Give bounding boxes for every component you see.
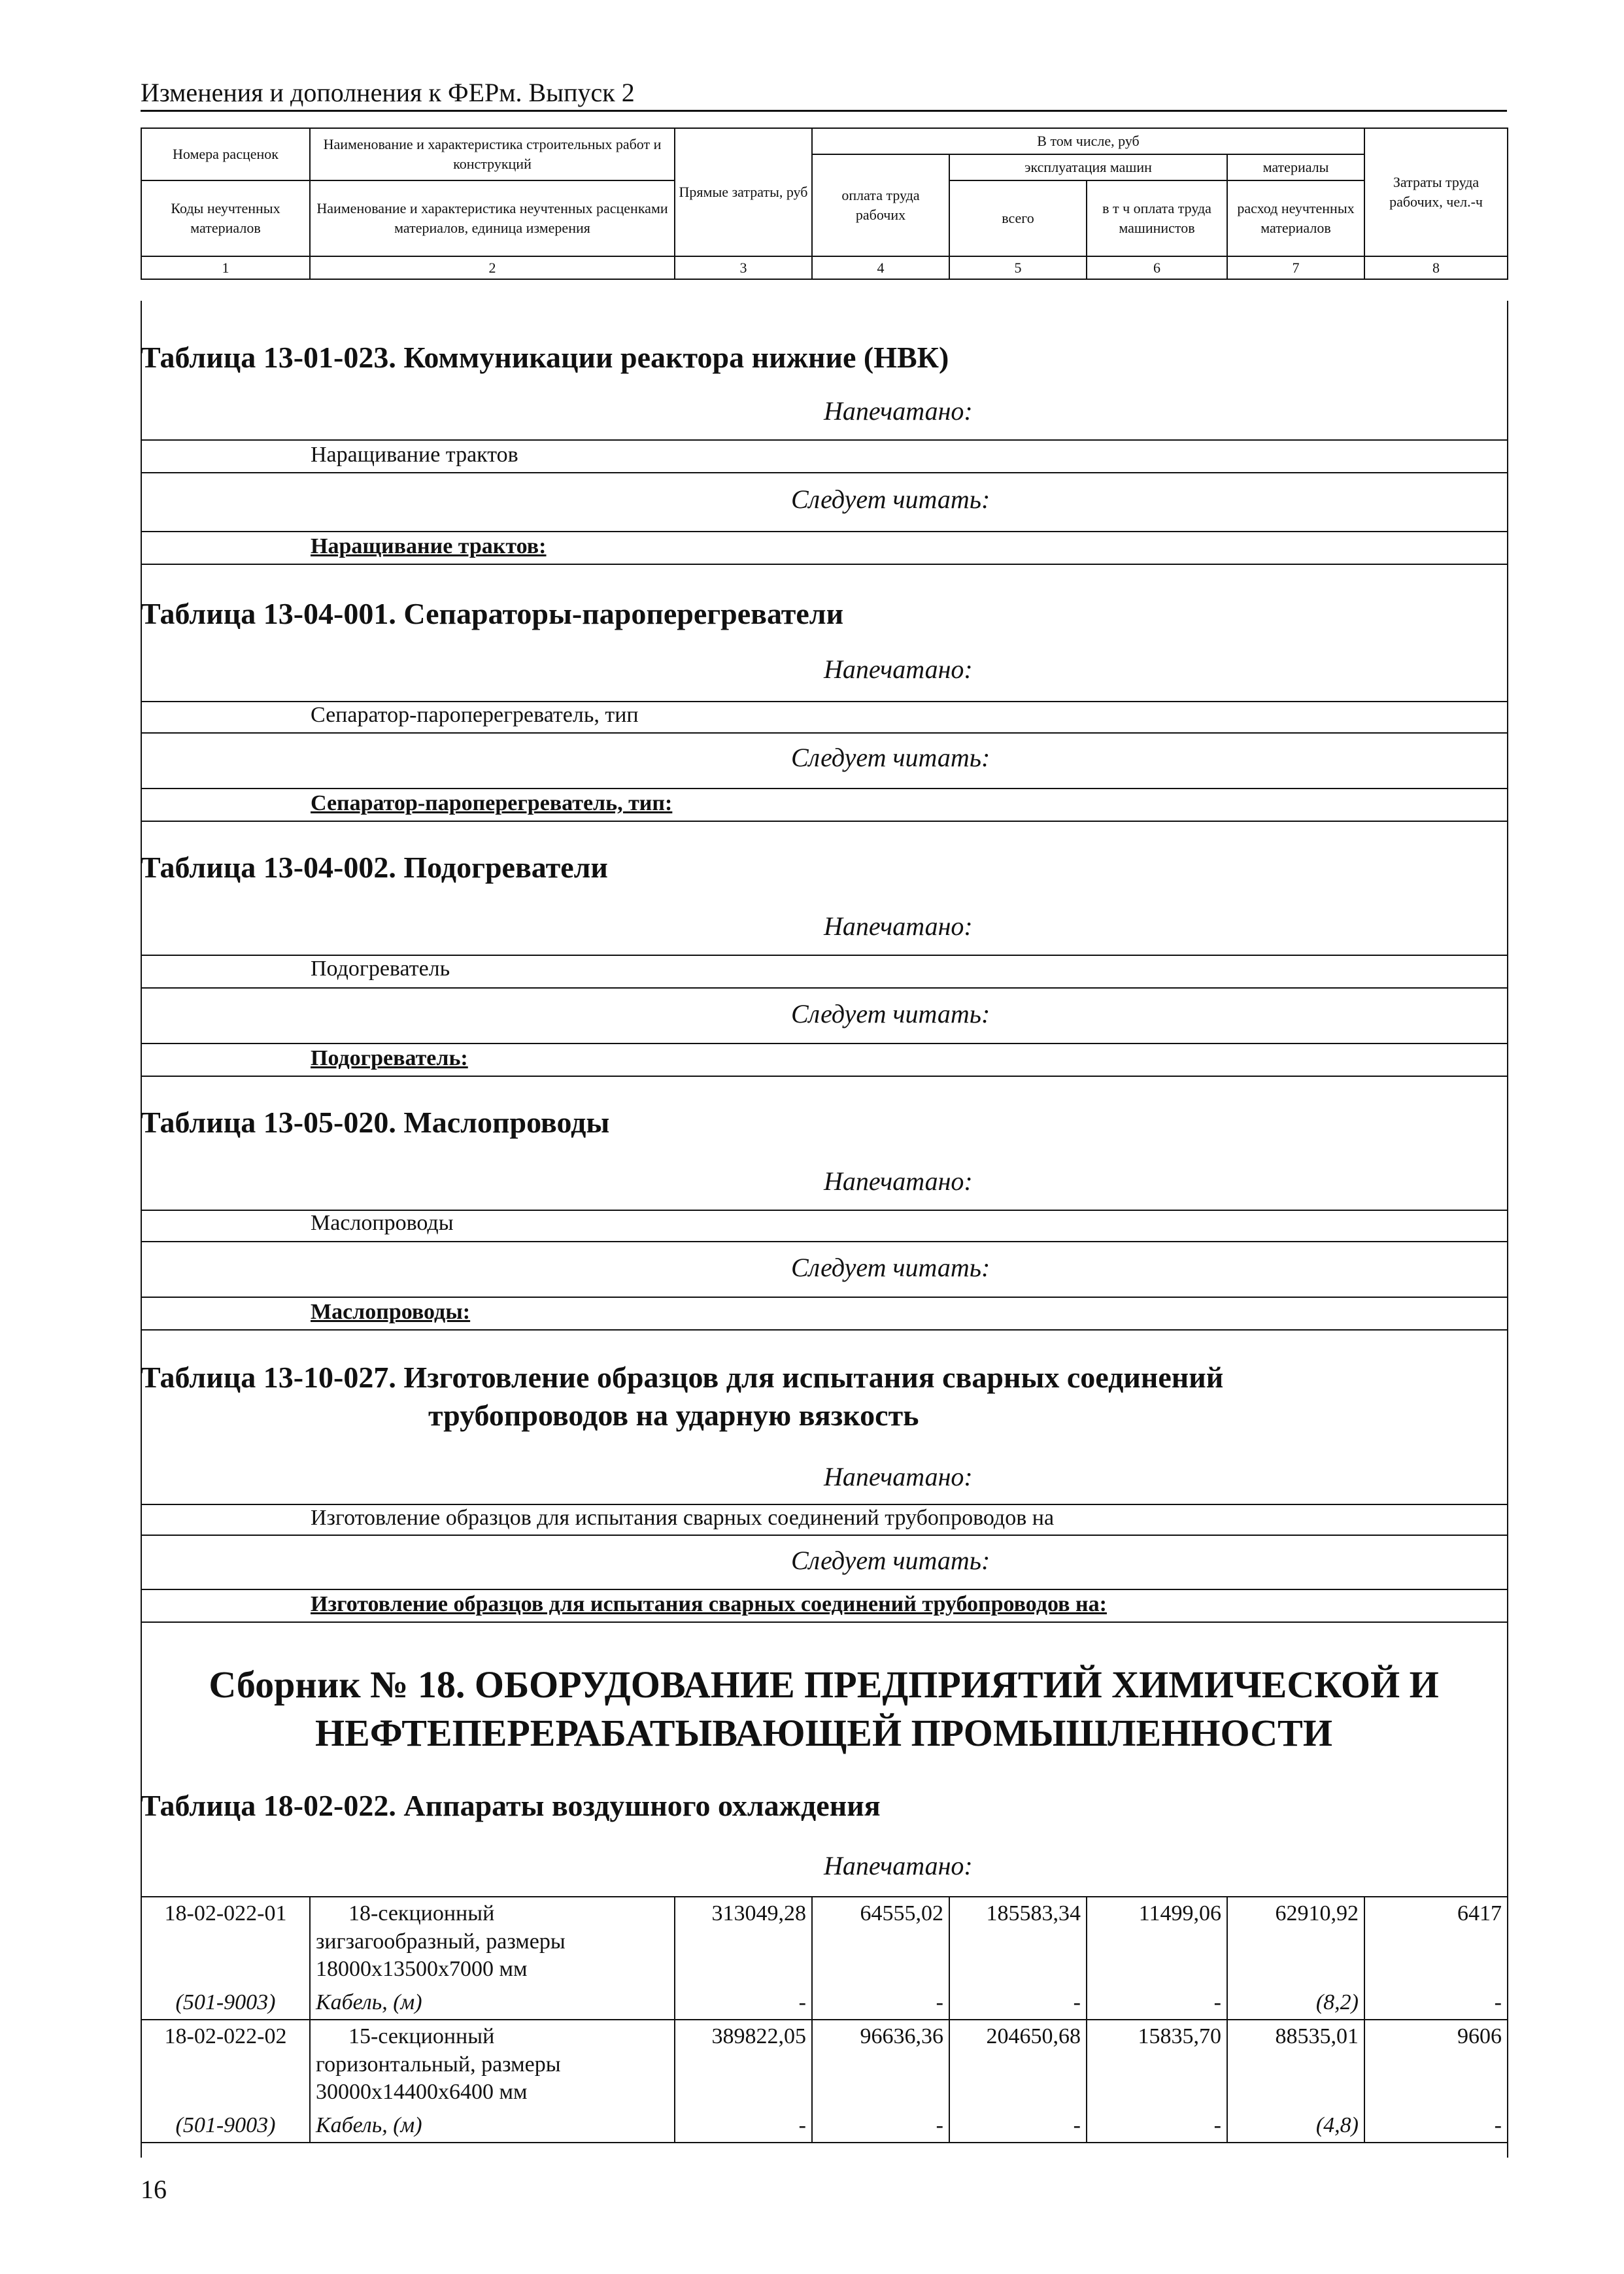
header-materials: материалы bbox=[1227, 154, 1364, 180]
table-title-continued: трубопроводов на ударную вязкость bbox=[428, 1399, 919, 1432]
col-number: 8 bbox=[1364, 256, 1508, 280]
table-title: Таблица 13-10-027. Изготовление образцов для испытания сварных соединений bbox=[141, 1361, 1224, 1394]
machine-total: 185583,34 bbox=[949, 1897, 1087, 1986]
corrected-text: Сепаратор-пароперегреватель, тип: bbox=[311, 791, 673, 815]
col-number: 2 bbox=[310, 256, 675, 280]
row-rule bbox=[141, 1076, 1507, 1077]
printed-label: Напечатано: bbox=[824, 396, 973, 426]
materials-cost: 62910,92 bbox=[1227, 1897, 1364, 1986]
printed-label: Напечатано: bbox=[824, 1166, 973, 1196]
row-rule bbox=[141, 1043, 1507, 1044]
collection-title-line1: Сборник № 18. ОБОРУДОВАНИЕ ПРЕДПРИЯТИЙ ХИМИЧЕСКОЙ И bbox=[209, 1663, 1439, 1706]
should-read-label: Следует читать: bbox=[791, 1253, 990, 1282]
material-value: - bbox=[1087, 1986, 1227, 2020]
col-number: 6 bbox=[1087, 256, 1227, 280]
printed-text: Наращивание трактов bbox=[311, 443, 518, 467]
row-rule bbox=[141, 1241, 1507, 1242]
table-title: Таблица 18-02-022. Аппараты воздушного охлаждения bbox=[141, 1789, 881, 1822]
material-name: Кабель, (м) bbox=[310, 1986, 675, 2020]
worker-wages: 64555,02 bbox=[812, 1897, 949, 1986]
row-rule bbox=[141, 564, 1507, 565]
printed-text: Маслопроводы bbox=[311, 1211, 454, 1235]
col-number: 3 bbox=[675, 256, 812, 280]
material-row bbox=[141, 2109, 1508, 2143]
materials-cost: 88535,01 bbox=[1227, 2020, 1364, 2109]
frame-left-border bbox=[141, 301, 142, 2158]
col-number: 4 bbox=[812, 256, 949, 280]
frame-right-border bbox=[1507, 301, 1508, 2158]
header-machine-operation: эксплуатация машин bbox=[949, 154, 1227, 180]
rate-code: 18-02-022-01 bbox=[141, 1897, 310, 1986]
table-title: Таблица 13-04-001. Сепараторы-пароперегреватели bbox=[141, 597, 844, 630]
machine-total: 204650,68 bbox=[949, 2020, 1087, 2109]
row-rule bbox=[141, 1621, 1507, 1623]
material-value: - bbox=[949, 2109, 1087, 2143]
labor-costs: 6417 bbox=[1364, 1897, 1508, 1986]
worker-wages: 96636,36 bbox=[812, 2020, 949, 2109]
machinist-wages: 11499,06 bbox=[1087, 1897, 1227, 1986]
table-title: Таблица 13-04-002. Подогреватели bbox=[141, 851, 608, 884]
material-name: Кабель, (м) bbox=[310, 2109, 675, 2143]
material-value: - bbox=[1364, 2109, 1508, 2143]
material-code: (501-9003) bbox=[141, 1986, 310, 2020]
material-consumption: (8,2) bbox=[1227, 1986, 1364, 2020]
desc-line: 18-секционный bbox=[348, 1901, 495, 1926]
row-rule bbox=[141, 472, 1507, 473]
material-value: - bbox=[812, 2109, 949, 2143]
material-value: - bbox=[1087, 2109, 1227, 2143]
page-number: 16 bbox=[141, 2175, 167, 2204]
row-rule bbox=[141, 439, 1507, 441]
header-labor-costs: Затраты труда рабочих, чел.-ч bbox=[1364, 128, 1508, 256]
material-consumption: (4,8) bbox=[1227, 2109, 1364, 2143]
column-header-table bbox=[141, 127, 1508, 280]
collection-title-line2: НЕФТЕПЕРЕРАБАТЫВАЮЩЕЙ ПРОМЫШЛЕННОСТИ bbox=[315, 1712, 1332, 1755]
header-material-consumption: расход неучтенных материалов bbox=[1227, 180, 1364, 256]
row-rule bbox=[141, 531, 1507, 532]
row-rule bbox=[141, 987, 1507, 989]
printed-text: Изготовление образцов для испытания сварных соединений трубопроводов на bbox=[311, 1506, 1055, 1530]
header-rates-numbers: Номера расценок bbox=[141, 128, 310, 180]
collection-title bbox=[141, 1661, 1507, 1757]
corrected-text: Маслопроводы: bbox=[311, 1300, 471, 1324]
row-rule bbox=[141, 1535, 1507, 1536]
row-rule bbox=[141, 1504, 1507, 1505]
rates-table bbox=[141, 1896, 1508, 2143]
material-value: - bbox=[949, 1986, 1087, 2020]
rate-description bbox=[310, 2020, 675, 2109]
should-read-label: Следует читать: bbox=[791, 743, 990, 772]
material-value: - bbox=[1364, 1986, 1508, 2020]
table-title: Таблица 13-05-020. Маслопроводы bbox=[141, 1106, 610, 1139]
printed-text: Сепаратор-пароперегреватель, тип bbox=[311, 703, 639, 727]
row-rule bbox=[141, 1297, 1507, 1298]
should-read-label: Следует читать: bbox=[791, 999, 990, 1028]
desc-line: 18000x13500x7000 мм bbox=[316, 1957, 528, 1981]
desc-line: 15-секционный bbox=[348, 2024, 495, 2048]
header-material-name: Наименование и характеристика неучтенных расценками материалов, единица измерения bbox=[310, 180, 675, 256]
direct-costs: 313049,28 bbox=[675, 1897, 812, 1986]
header-material-codes: Коды неучтенных материалов bbox=[141, 180, 310, 256]
col-number: 1 bbox=[141, 256, 310, 280]
material-value: - bbox=[812, 1986, 949, 2020]
corrected-text: Наращивание трактов: bbox=[311, 534, 547, 558]
should-read-label: Следует читать: bbox=[791, 1546, 990, 1575]
material-value: - bbox=[675, 1986, 812, 2020]
header-work-name: Наименование и характеристика строительных работ и конструкций bbox=[310, 128, 675, 180]
material-value: - bbox=[675, 2109, 812, 2143]
table-row bbox=[141, 2020, 1508, 2109]
row-rule bbox=[141, 1589, 1507, 1590]
header-worker-wages: оплата труда рабочих bbox=[812, 154, 949, 256]
material-row bbox=[141, 1986, 1508, 2020]
corrected-text: Подогреватель: bbox=[311, 1046, 468, 1070]
row-rule bbox=[141, 821, 1507, 822]
header-machinist-wages: в т ч оплата труда машинистов bbox=[1087, 180, 1227, 256]
should-read-label: Следует читать: bbox=[791, 484, 990, 514]
labor-costs: 9606 bbox=[1364, 2020, 1508, 2109]
material-code: (501-9003) bbox=[141, 2109, 310, 2143]
header-direct-costs: Прямые затраты, руб bbox=[675, 128, 812, 256]
rate-description bbox=[310, 1897, 675, 1986]
table-row bbox=[141, 1897, 1508, 1986]
direct-costs: 389822,05 bbox=[675, 2020, 812, 2109]
col-number: 7 bbox=[1227, 256, 1364, 280]
machinist-wages: 15835,70 bbox=[1087, 2020, 1227, 2109]
printed-label: Напечатано: bbox=[824, 1851, 973, 1880]
running-head: Изменения и дополнения к ФЕРм. Выпуск 2 bbox=[141, 78, 635, 107]
row-rule bbox=[141, 732, 1507, 734]
printed-label: Напечатано: bbox=[824, 911, 973, 941]
header-machine-total: всего bbox=[949, 180, 1087, 256]
desc-line: горизонтальный, размеры bbox=[316, 2052, 561, 2077]
printed-label: Напечатано: bbox=[824, 654, 973, 684]
header-rule bbox=[141, 110, 1507, 112]
desc-line: 30000x14400x6400 мм bbox=[316, 2080, 528, 2104]
desc-line: зигзагообразный, размеры bbox=[316, 1929, 566, 1954]
row-rule bbox=[141, 1329, 1507, 1331]
header-including: В том числе, руб bbox=[812, 128, 1364, 154]
rate-code: 18-02-022-02 bbox=[141, 2020, 310, 2109]
row-rule bbox=[141, 788, 1507, 789]
col-number: 5 bbox=[949, 256, 1087, 280]
table-title: Таблица 13-01-023. Коммуникации реактора нижние (НВК) bbox=[141, 341, 949, 374]
printed-text: Подогреватель bbox=[311, 957, 450, 981]
row-rule bbox=[141, 955, 1507, 956]
printed-label: Напечатано: bbox=[824, 1462, 973, 1491]
corrected-text: Изготовление образцов для испытания сварных соединений трубопроводов на: bbox=[311, 1592, 1107, 1616]
row-rule bbox=[141, 701, 1507, 702]
